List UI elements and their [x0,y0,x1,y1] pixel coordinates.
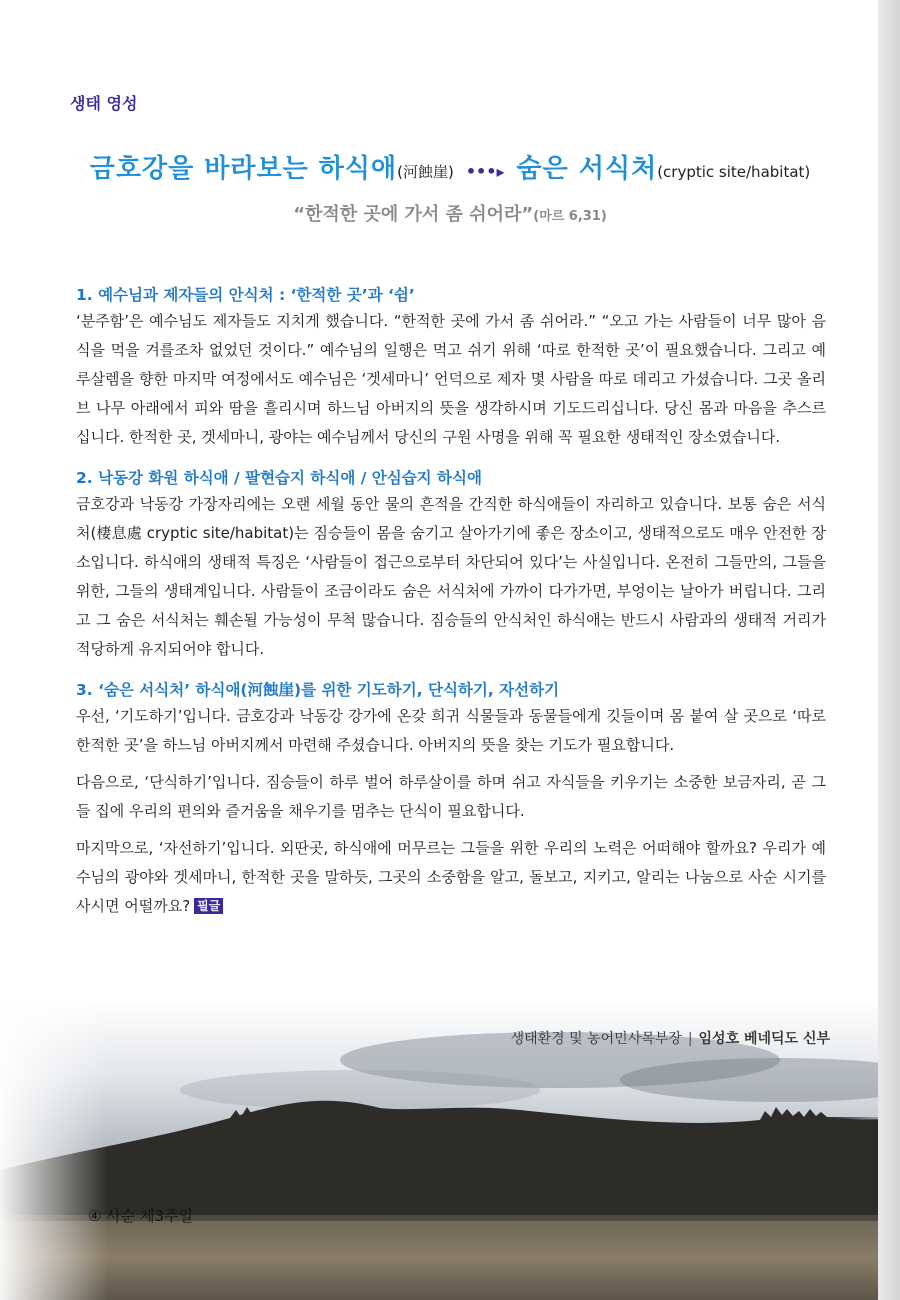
title-right-note: (cryptic site/habitat) [657,163,811,181]
section-3-paragraph-2: 다음으로, ‘단식하기’입니다. 짐승들이 하루 벌어 하루살이를 하며 쉬고 자식들을 키우기는 소중한 보금자리, 곧 그들 집에 우리의 편의와 즐거움을 채우기를 멈추는 단식이 필요합니다. [76,773,826,820]
title-left-main: 금호강을 바라보는 하식애 [89,154,398,184]
subtitle-quote: “한적한 곳에 가서 좀 쉬어라” [293,204,534,225]
section-3-paragraph-3 [76,834,826,921]
author-separator: | [687,1031,693,1047]
author-name: 임성호 베네딕도 신부 [698,1031,830,1047]
section-1-paragraph: ‘분주함’은 예수님도 제자들도 지치게 했습니다. “한적한 곳에 가서 좀 쉬어라.” “오고 가는 사람들이 너무 많아 음식을 먹을 겨를조차 없었던 것이다.” 예수님의 일행은 먹고 쉬기 위해 ‘따로 한적한 곳’이 필요했습니다. 그리고 예루살렘을 향한 마지막 여정에서도 예수님은 ‘겟세마니’ 언덕으로 제자 몇 사람을 따로 데리고 가셨습니다. 그곳 올리브 나무 아래에서 피와 땀을 흘리시며 하느님 아버지의 뜻을 생각하시며 기도드리십니다. 당신 몸과 마음을 추스르십니다. 한적한 곳, 겟세마니, 광야는 예수님께서 당신의 구원 사명을 위해 꼭 필요한 생태적인 장소였습니다. [76,312,826,446]
article-body [76,283,826,921]
page-number: ④ 사순 제3주일 [88,1207,193,1225]
section-3-paragraph-1: 우선, ‘기도하기’입니다. 금호강과 낙동강 강가에 온갖 희귀 식물들과 동물들에게 깃들이며 몸 붙여 살 곳으로 ‘따로 한적한 곳’을 하느님 아버지께서 마련해 주셨습니다. 아버지의 뜻을 찾는 기도가 필요합니다. [76,707,826,754]
section-heading-3: 3. ‘숨은 서식처’ 하식애(河蝕崖)를 위한 기도하기, 단식하기, 자선하기 [76,681,560,699]
section-2-paragraph: 금호강과 낙동강 가장자리에는 오랜 세월 동안 물의 흔적을 간직한 하식애들이 자리하고 있습니다. 보통 숨은 서식처(棲息處 cryptic site/habitat)는 짐승들이 몸을 숨기고 살아가기에 좋은 장소이고, 생태적으로도 매우 안전한 장소입니다. 하식애의 생태적 특징은 ‘사람들이 접근으로부터 차단되어 있다’는 사실입니다. 온전히 그들만의, 그들을 위한, 그들의 생태계입니다. 사람들이 조금이라도 숨은 서식처에 가까이 다가가면, 부엉이는 날아가 버립니다. 그리고 그 숨은 서식처는 훼손될 가능성이 무척 많습니다. 짐승들의 안식처인 하식애는 반드시 사람과의 생태적 거리가 적당하게 유지되어야 합니다. [76,495,826,658]
title-right-main: 숨은 서식처 [516,154,658,184]
end-mark-logo: 필글 [194,898,223,914]
section-3-paragraph-3-text: 마지막으로, ‘자선하기’입니다. 외딴곳, 하식애에 머무르는 그들을 위한 우리의 노력은 어떠해야 할까요? 우리가 예수님의 광야와 겟세마니, 한적한 곳을 말하듯, 그곳의 소중함을 알고, 돌보고, 지키고, 알리는 나눔으로 사순 시기를 사시면 어떨까요? [76,839,826,915]
article-subtitle [0,200,900,226]
author-role: 생태환경 및 농어민사목부장 [510,1031,682,1047]
section-heading-2: 2. 낙동강 화원 하식애 / 팔현습지 하식애 / 안심습지 하식애 [76,469,482,487]
section-heading-1: 1. 예수님과 제자들의 안식처 : ‘한적한 곳’과 ‘쉼’ [76,286,415,304]
section-label: 생태 영성 [70,94,138,113]
subtitle-reference: (마르 6,31) [533,209,607,224]
author-credit [511,1028,830,1048]
article-title [0,148,900,185]
title-left-hanja: (河蝕崖) [397,163,454,181]
arrow-icon: •••▸ [465,162,505,181]
